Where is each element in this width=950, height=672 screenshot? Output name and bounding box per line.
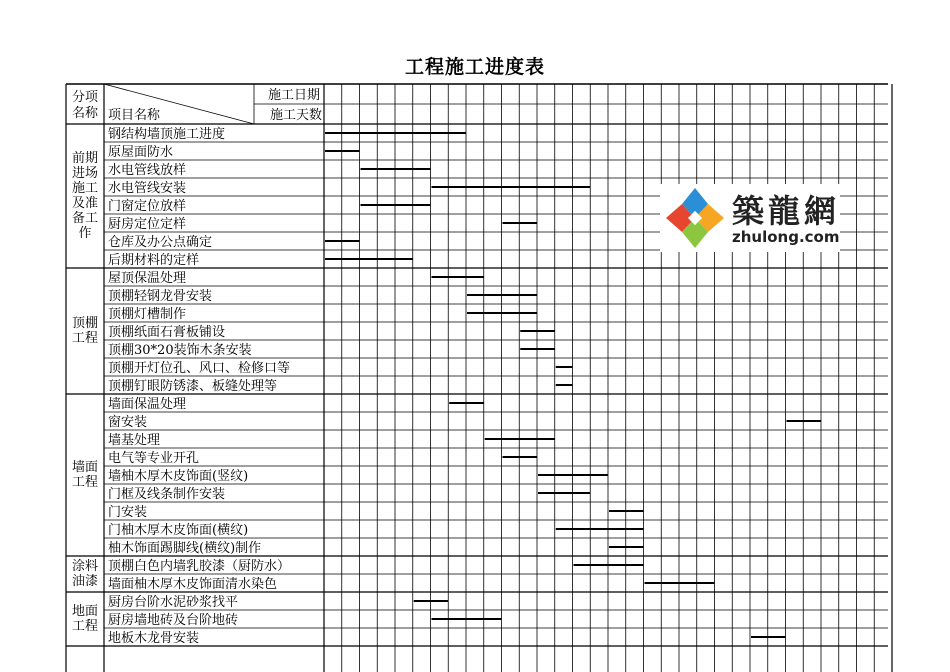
logo-domain: zhulong.com: [732, 228, 840, 246]
table-row-label: 窗安装: [108, 415, 148, 430]
category-label: 涂料: [71, 559, 99, 574]
table-row-label: 水电管线安装: [108, 181, 187, 196]
category-col-header: 名称: [71, 106, 99, 121]
table-row-label: 顶棚灯槽制作: [108, 307, 187, 322]
table-row-label: 厨房定位定样: [108, 217, 187, 232]
table-row-label: 原屋面防水: [108, 145, 174, 160]
table-row-label: 顶棚30*20装饰木条安装: [108, 343, 252, 358]
category-label: 油漆: [71, 574, 99, 589]
table-row-label: 顶棚纸面石膏板铺设: [108, 325, 226, 340]
category-label: 作: [78, 226, 92, 241]
table-row-label: 墙基处理: [108, 433, 161, 448]
table-row-label: 厨房台阶水泥砂浆找平: [108, 595, 239, 610]
table-row-label: 门柚木厚木皮饰面(横纹): [108, 523, 249, 538]
category-label: 墙面: [71, 460, 99, 475]
item-col-header: 项目名称: [108, 108, 161, 123]
table-row-label: 门安装: [108, 505, 148, 520]
table-row-label: 仓库及办公点确定: [108, 235, 213, 250]
table-row-label: 顶棚开灯位孔、风口、检修口等: [108, 361, 291, 376]
category-label: 备工: [71, 211, 99, 226]
category-label: 及准: [71, 196, 99, 211]
category-label: 工程: [71, 475, 99, 490]
table-row-label: 钢结构墙顶施工进度: [108, 127, 226, 142]
logo-text: 築龍網: [732, 192, 841, 230]
category-column: [72, 151, 98, 634]
table-row-label: 地板木龙骨安装: [108, 631, 200, 646]
category-label: 施工: [71, 181, 99, 196]
table-row-label: 柚木饰面踢脚线(横纹)制作: [108, 541, 262, 556]
table-row-label: 后期材料的定样: [108, 253, 200, 268]
table-row-label: 顶棚白色内墙乳胶漆（厨防水）: [108, 559, 291, 574]
table-row-label: 门窗定位放样: [108, 199, 187, 214]
table-row-label: 水电管线放样: [108, 163, 187, 178]
date-label: 施工日期: [268, 88, 321, 103]
category-label: 进场: [71, 166, 99, 181]
category-col-header: 分项: [71, 90, 99, 105]
category-label: 前期: [71, 151, 99, 166]
table-row-label: 墙面柚木厚木皮饰面清水染色: [108, 577, 278, 592]
logo-mark-icon: [660, 184, 730, 252]
table-row-label: 顶棚钉眼防锈漆、板缝处理等: [108, 379, 278, 394]
category-label: 顶棚: [71, 316, 99, 331]
table-row-label: 屋顶保温处理: [108, 271, 187, 286]
watermark-logo: [660, 184, 840, 252]
table-row-label: 墙面保温处理: [108, 397, 187, 412]
table-row-label: 顶棚轻钢龙骨安装: [108, 289, 213, 304]
table-header: [72, 88, 322, 123]
category-label: 工程: [71, 619, 99, 634]
table-row-label: 墙柚木厚木皮饰面(竖纹): [108, 469, 249, 484]
category-label: 工程: [71, 331, 99, 346]
table-row-label: 电气等专业开孔: [108, 451, 200, 466]
days-label: 施工天数: [270, 108, 323, 123]
page-title: 工程施工进度表: [404, 56, 545, 78]
item-column: [108, 126, 290, 646]
table-row-label: 门框及线条制作安装: [108, 487, 226, 502]
category-label: 地面: [71, 604, 99, 619]
table-row-label: 厨房墙地砖及台阶地砖: [108, 613, 239, 628]
